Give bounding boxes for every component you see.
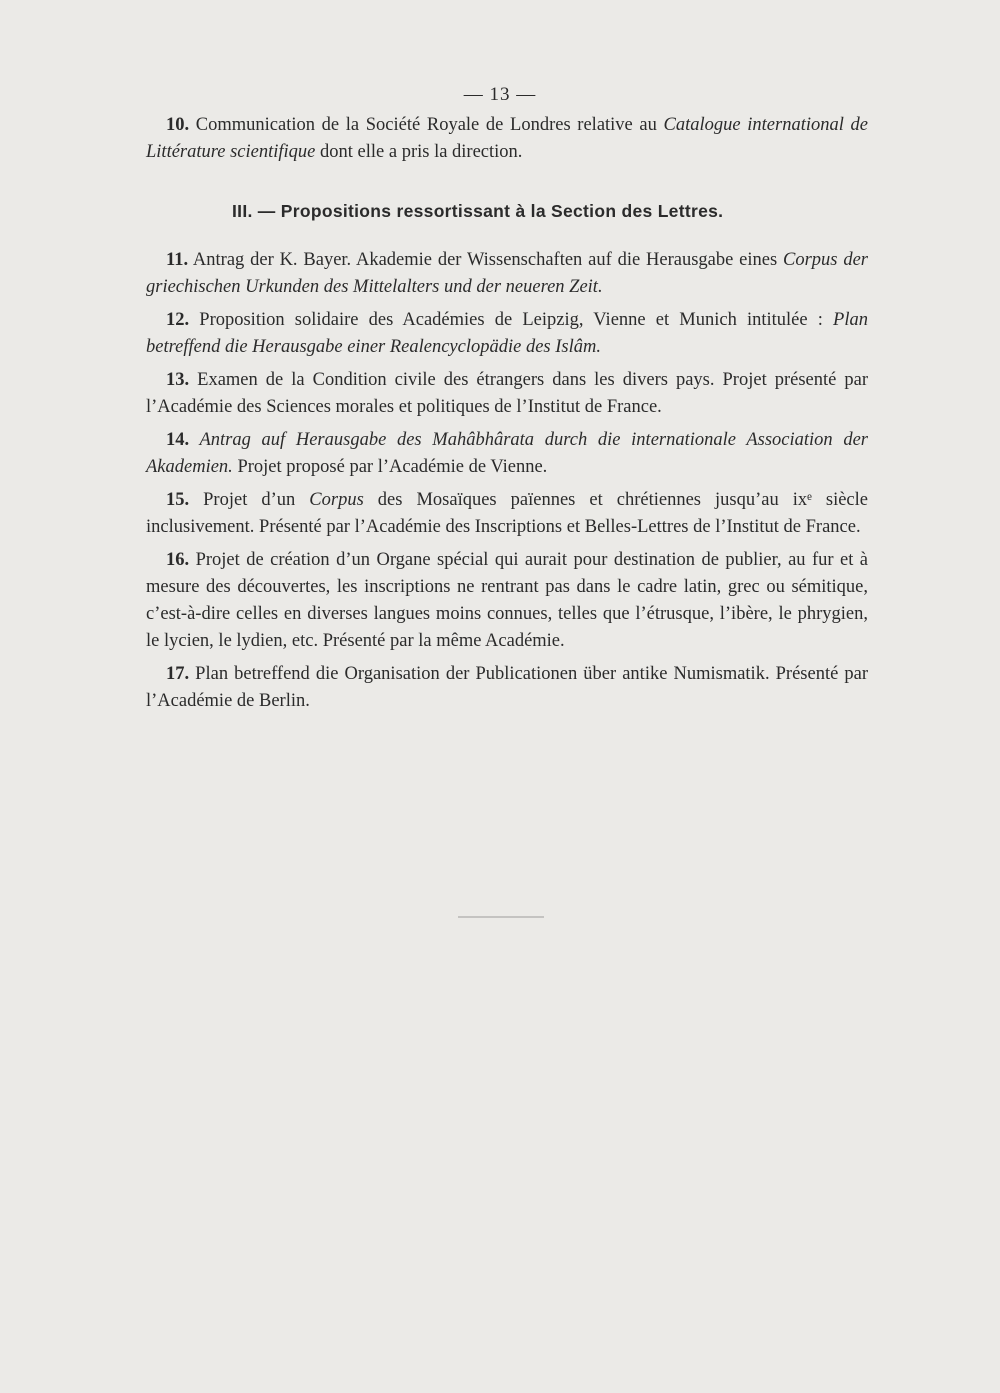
item-number: 10. <box>166 115 190 135</box>
list-item-13 <box>146 367 868 421</box>
item-number: 17. <box>166 664 190 684</box>
item-text: dont elle a pris la direction. <box>315 142 523 162</box>
list-item-17 <box>146 661 868 715</box>
page-number: — 13 — <box>463 84 537 105</box>
item-text: Communication de la Société Royale de Londres relative au <box>189 115 664 135</box>
item-text: Proposition solidaire des Académies de Leipzig, Vienne et Munich intitulée : <box>189 310 834 330</box>
item-text: Projet d’un <box>189 490 310 510</box>
list-item-15 <box>146 487 868 541</box>
item-text: Projet proposé par l’Académie de Vienne. <box>232 457 548 477</box>
bleed-through-rule <box>458 916 544 918</box>
document-body <box>146 112 868 721</box>
item-text: Antrag der K. Bayer. Akademie der Wissenschaften auf die Herausgabe eines <box>188 250 784 270</box>
list-item-14 <box>146 427 868 481</box>
item-italic-text: Corpus der griechischen Urkunden des Mittelalters und der neueren Zeit. <box>146 250 868 297</box>
item-number: 11. <box>166 250 189 270</box>
item-italic-text: Catalogue international de Littérature scientifique <box>146 115 869 162</box>
list-item-12 <box>146 307 868 361</box>
item-italic-text: Plan betreffend die Herausgabe einer Realencyclopädie des Islâm. <box>146 310 868 357</box>
item-number: 15. <box>166 490 190 510</box>
item-text: Examen de la Condition civile des étrangers dans les divers pays. Projet présenté par l’Académie des Sciences morales et politiques de l’Institut de France. <box>146 370 868 417</box>
list-item-10 <box>146 112 868 166</box>
section-heading: III. — Propositions ressortissant à la Section des Lettres. <box>232 201 724 221</box>
list-item-16 <box>146 547 868 655</box>
list-item-11 <box>146 247 868 301</box>
item-number: 13. <box>166 370 190 390</box>
item-italic-text: Corpus <box>309 490 364 510</box>
item-number: 16. <box>166 550 190 570</box>
item-number: 12. <box>166 310 190 330</box>
item-text: Projet de création d’un Organe spécial qui aurait pour destination de publier, au fur et à mesure des découvertes, les inscriptions ne rentrant pas dans le cadre latin, grec ou sémitique, c’est-à-dire celles en diverses langues moins connues, telles que l’étrusque, l’ibère, le phrygien, le lycien, le lydien, etc. Présenté par la même Académie. <box>146 550 868 651</box>
item-number: 14. <box>166 430 190 450</box>
item-text: Plan betreffend die Organisation der Publicationen über antike Numismatik. Présenté par l’Académie de Berlin. <box>146 664 868 711</box>
item-italic-text: Antrag auf Herausgabe des Mahâbhârata durch die internationale Association der Akademien. <box>146 430 868 477</box>
item-text: des Mosaïques païennes et chrétiennes jusqu’au ixᵉ siècle inclusivement. Présenté par l’Académie des Inscriptions et Belles-Lettres de l’Institut de France. <box>146 490 868 537</box>
